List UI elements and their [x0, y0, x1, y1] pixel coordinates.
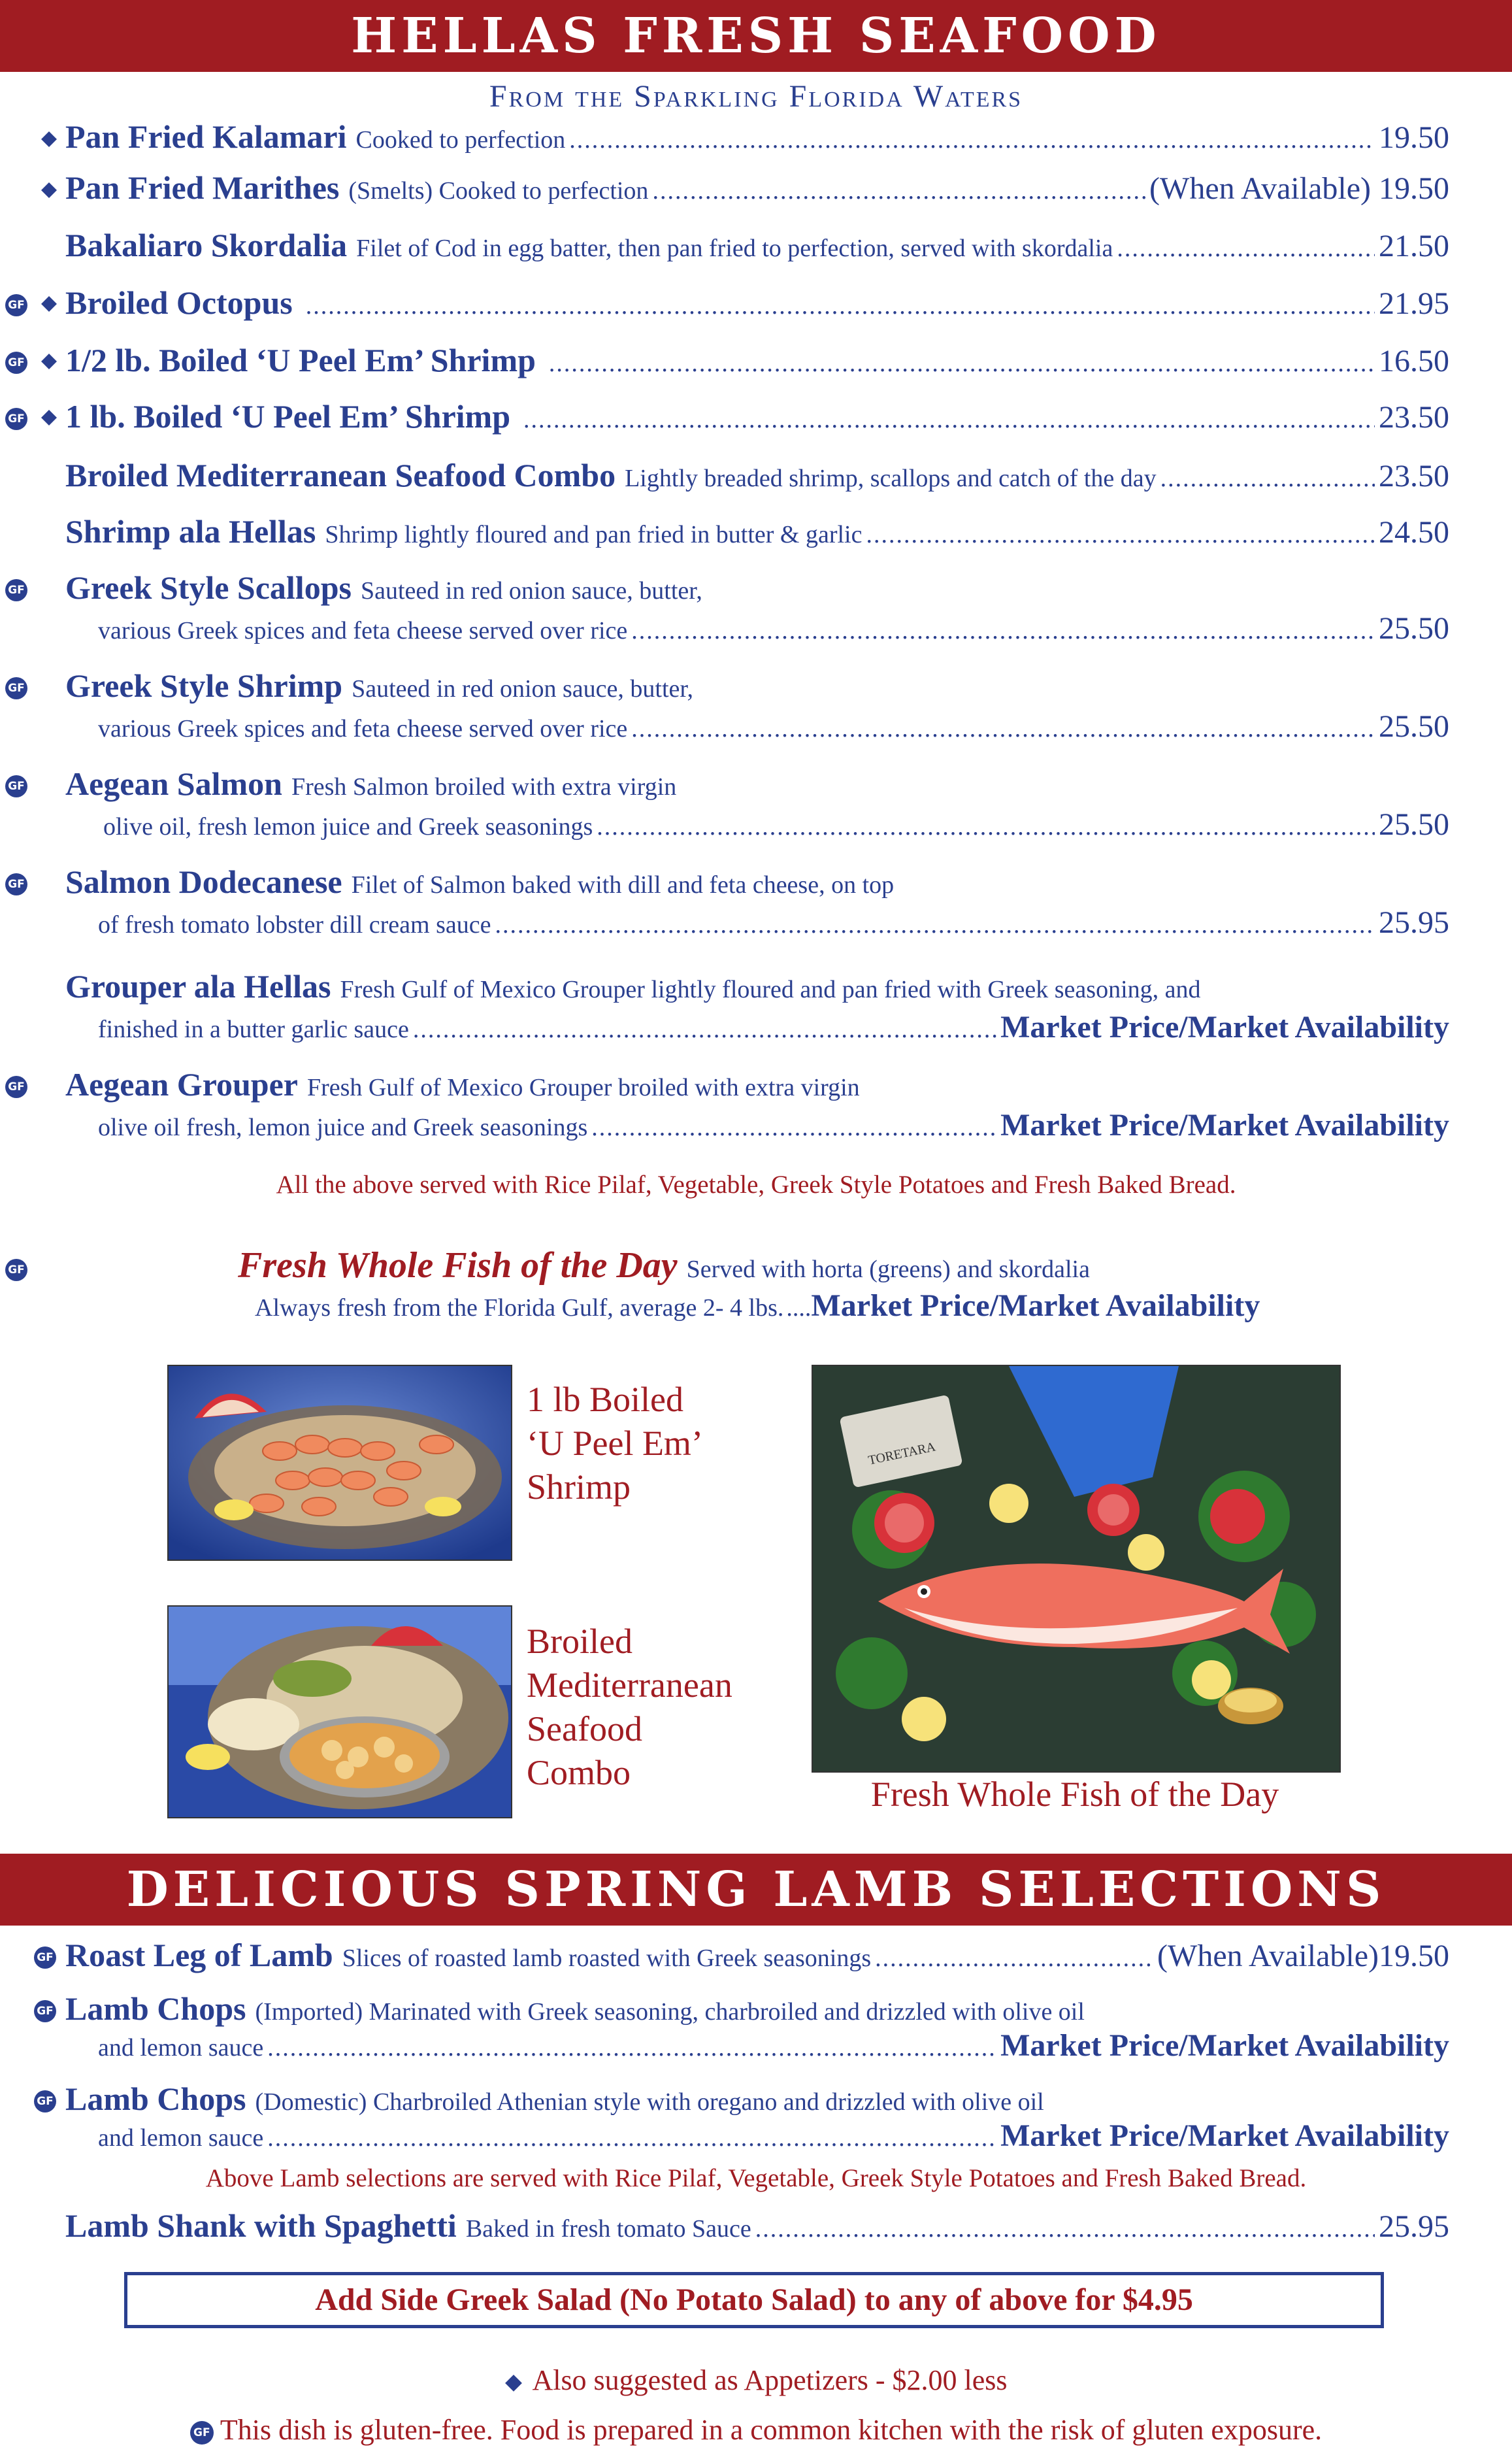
- dot-leader: [597, 812, 1375, 841]
- gluten-free-icon: GF: [5, 352, 27, 374]
- gluten-free-icon: GF: [5, 408, 27, 430]
- item-description-line2: and lemon sauce: [98, 2034, 264, 2062]
- item-description-line2: of fresh tomato lobster dill cream sauce: [98, 911, 491, 939]
- item-name: Lamb Chops: [65, 1990, 246, 2027]
- caption-line: Broiled: [527, 1622, 633, 1661]
- item-description-line2: various Greek spices and feta cheese served over rice: [98, 715, 628, 743]
- whole-fish-photo-caption: Fresh Whole Fish of the Day: [870, 1775, 1279, 1814]
- salad-offer-text: Add Side Greek Salad (No Potato Salad) to any of above for $4.95: [315, 2282, 1193, 2317]
- dot-leader: [306, 292, 1375, 320]
- item-price: (When Available)19.50: [1157, 1939, 1449, 1973]
- item-description: Slices of roasted lamb roasted with Greek seasonings: [342, 1945, 872, 1972]
- seafood-served-note: All the above served with Rice Pilaf, Vegetable, Greek Style Potatoes and Fresh Baked Bread.: [276, 1171, 1236, 1199]
- item-price: 21.50: [1379, 229, 1449, 263]
- item-price: 24.50: [1379, 515, 1449, 550]
- item-price: 25.95: [1379, 905, 1449, 940]
- item-name: Fresh Whole Fish of the Day: [238, 1245, 678, 1286]
- gluten-free-icon: GF: [34, 2000, 56, 2022]
- caption-line: Mediterranean: [527, 1665, 732, 1705]
- item-price: 25.50: [1379, 709, 1449, 744]
- gluten-free-icon: GF: [5, 1076, 27, 1098]
- item-name: Broiled Octopus: [65, 284, 293, 321]
- appetizer-note: Also suggested as Appetizers - $2.00 less: [532, 2364, 1008, 2396]
- item-name: Lamb Shank with Spaghetti: [65, 2207, 457, 2244]
- item-price: Market Price/Market Availability: [1000, 1010, 1449, 1044]
- item-description: Cooked to perfection: [355, 126, 566, 154]
- diamond-icon: [41, 409, 58, 426]
- caption-line: 1 lb Boiled: [527, 1380, 683, 1419]
- item-price: 25.50: [1379, 611, 1449, 646]
- gluten-free-icon: GF: [5, 677, 27, 699]
- dot-leader: [569, 125, 1375, 154]
- caption-line: Combo: [527, 1753, 631, 1792]
- item-name: 1 lb. Boiled ‘U Peel Em’ Shrimp: [65, 398, 511, 435]
- item-description: (Smelts) Cooked to perfection: [348, 177, 649, 205]
- item-name: Pan Fried Kalamari: [65, 118, 347, 155]
- item-price: 19.50: [1379, 120, 1449, 155]
- item-name: Greek Style Scallops: [65, 569, 352, 606]
- item-name: Roast Leg of Lamb: [65, 1937, 333, 1973]
- item-price: 21.95: [1379, 286, 1449, 321]
- gluten-free-icon: GF: [5, 873, 27, 895]
- gluten-free-icon: GF: [5, 1259, 27, 1281]
- item-name: Grouper ala Hellas: [65, 968, 331, 1005]
- item-description: Shrimp lightly floured and pan fried in butter & garlic: [325, 521, 863, 548]
- item-price: Market Price/Market Availability: [1000, 2028, 1449, 2063]
- gluten-free-icon: GF: [34, 1946, 56, 1969]
- diamond-icon: [504, 2374, 523, 2392]
- dot-leader: [267, 2033, 996, 2062]
- salad-offer-box: [124, 2272, 1384, 2328]
- item-description: (Imported) Marinated with Greek seasoning, charbroiled and drizzled with olive oil: [255, 1998, 1085, 2026]
- item-price: Market Price/Market Availability: [811, 1288, 1260, 1323]
- item-description-line2: Always fresh from the Florida Gulf, average 2- 4 lbs.: [255, 1294, 784, 1322]
- item-description: Filet of Salmon baked with dill and feta cheese, on top: [351, 871, 895, 899]
- whole-fish-line1: [238, 1244, 1090, 1286]
- item-name: Bakaliaro Skordalia: [65, 227, 348, 263]
- diamond-icon: [41, 353, 58, 370]
- gluten-free-icon: GF: [190, 2421, 214, 2445]
- dot-leader: [866, 520, 1375, 549]
- appetizer-legend: [0, 2363, 1512, 2397]
- shrimp-photo-caption: [527, 1378, 703, 1509]
- dot-leader: [755, 2214, 1375, 2243]
- item-price: 23.50: [1379, 459, 1449, 493]
- item-price: Market Price/Market Availability: [1000, 1108, 1449, 1143]
- item-description: Fresh Salmon broiled with extra virgin: [291, 773, 677, 801]
- seafood-title: HELLAS FRESH SEAFOOD: [351, 8, 1161, 64]
- caption-line: ‘U Peel Em’: [527, 1424, 703, 1463]
- item-description: Lightly breaded shrimp, scallops and catch of the day: [625, 465, 1157, 492]
- dot-leader: [652, 176, 1145, 205]
- item-description: Filet of Cod in egg batter, then pan fried to perfection, served with skordalia: [356, 235, 1113, 262]
- caption-line: Seafood: [527, 1709, 642, 1748]
- item-description: (Domestic) Charbroiled Athenian style with oregano and drizzled with olive oil: [255, 2088, 1044, 2116]
- item-description: Baked in fresh tomato Sauce: [465, 2215, 751, 2243]
- dot-leader: [267, 2124, 996, 2152]
- item-name: Aegean Grouper: [65, 1066, 298, 1103]
- seafood-subtitle: From the Sparkling Florida Waters: [489, 79, 1023, 114]
- dot-leader: [631, 616, 1375, 645]
- dot-leader: [523, 405, 1375, 434]
- item-price: (When Available) 19.50: [1149, 171, 1449, 206]
- seafood-combo-photo-caption: [527, 1620, 732, 1795]
- dot-leader: [1117, 234, 1375, 263]
- item-name: Greek Style Shrimp: [65, 667, 343, 704]
- whole-fish-photo: [812, 1365, 1341, 1773]
- caption-line: Shrimp: [527, 1467, 631, 1507]
- item-description: Fresh Gulf of Mexico Grouper broiled with extra virgin: [306, 1074, 860, 1101]
- lamb-title: DELICIOUS SPRING LAMB SELECTIONS: [126, 1862, 1386, 1918]
- shrimp-photo: [167, 1365, 512, 1561]
- lamb-served-note: Above Lamb selections are served with Rice Pilaf, Vegetable, Greek Style Potatoes and Fresh Baked Bread.: [205, 2164, 1307, 2192]
- item-name: Aegean Salmon: [65, 765, 282, 802]
- diamond-icon: [41, 182, 58, 199]
- item-description: Sauteed in red onion sauce, butter,: [360, 577, 702, 605]
- label-text: TORETARA: [866, 1439, 937, 1468]
- dot-leader: [631, 714, 1375, 743]
- item-description: Sauteed in red onion sauce, butter,: [352, 675, 694, 703]
- item-name: Lamb Chops: [65, 2080, 246, 2117]
- item-description-line2: various Greek spices and feta cheese served over rice: [98, 617, 628, 644]
- dot-leader: [591, 1113, 996, 1142]
- item-price: 23.50: [1379, 400, 1449, 435]
- gluten-free-legend: [0, 2413, 1512, 2447]
- dot-leader: ....: [786, 1294, 812, 1322]
- item-name: Salmon Dodecanese: [65, 863, 342, 900]
- item-description: Served with horta (greens) and skordalia: [686, 1256, 1090, 1283]
- gluten-free-note: This dish is gluten-free. Food is prepared in a common kitchen with the risk of gluten exposure.: [220, 2414, 1323, 2446]
- item-name: 1/2 lb. Boiled ‘U Peel Em’ Shrimp: [65, 342, 536, 378]
- gluten-free-icon: GF: [34, 2090, 56, 2113]
- dot-leader: [413, 1015, 996, 1044]
- gluten-free-icon: GF: [5, 775, 27, 797]
- item-price: 16.50: [1379, 344, 1449, 378]
- dot-leader: [495, 910, 1375, 939]
- diamond-icon: [41, 131, 58, 148]
- item-price: 25.95: [1379, 2209, 1449, 2244]
- gluten-free-icon: GF: [5, 294, 27, 316]
- item-name: Pan Fried Marithes: [65, 169, 340, 206]
- dot-leader: [1160, 464, 1375, 493]
- lamb-banner: [0, 1854, 1512, 1926]
- item-description-line2: olive oil, fresh lemon juice and Greek seasonings: [103, 813, 593, 841]
- item-name: Broiled Mediterranean Seafood Combo: [65, 457, 616, 493]
- dot-leader: [549, 349, 1375, 378]
- item-price: Market Price/Market Availability: [1000, 2118, 1449, 2153]
- whole-fish-line2: [255, 1288, 1260, 1324]
- diamond-icon: [41, 295, 58, 312]
- seafood-combo-photo: [167, 1605, 512, 1818]
- item-description-line2: finished in a butter garlic sauce: [98, 1016, 409, 1043]
- item-price: 25.50: [1379, 807, 1449, 842]
- item-name: Shrimp ala Hellas: [65, 513, 316, 550]
- item-description: Fresh Gulf of Mexico Grouper lightly floured and pan fried with Greek seasoning, and: [340, 976, 1201, 1003]
- dot-leader: [875, 1944, 1153, 1973]
- item-description-line2: olive oil fresh, lemon juice and Greek seasonings: [98, 1114, 588, 1141]
- seafood-banner: [0, 0, 1512, 72]
- item-description-line2: and lemon sauce: [98, 2124, 264, 2152]
- gluten-free-icon: GF: [5, 579, 27, 601]
